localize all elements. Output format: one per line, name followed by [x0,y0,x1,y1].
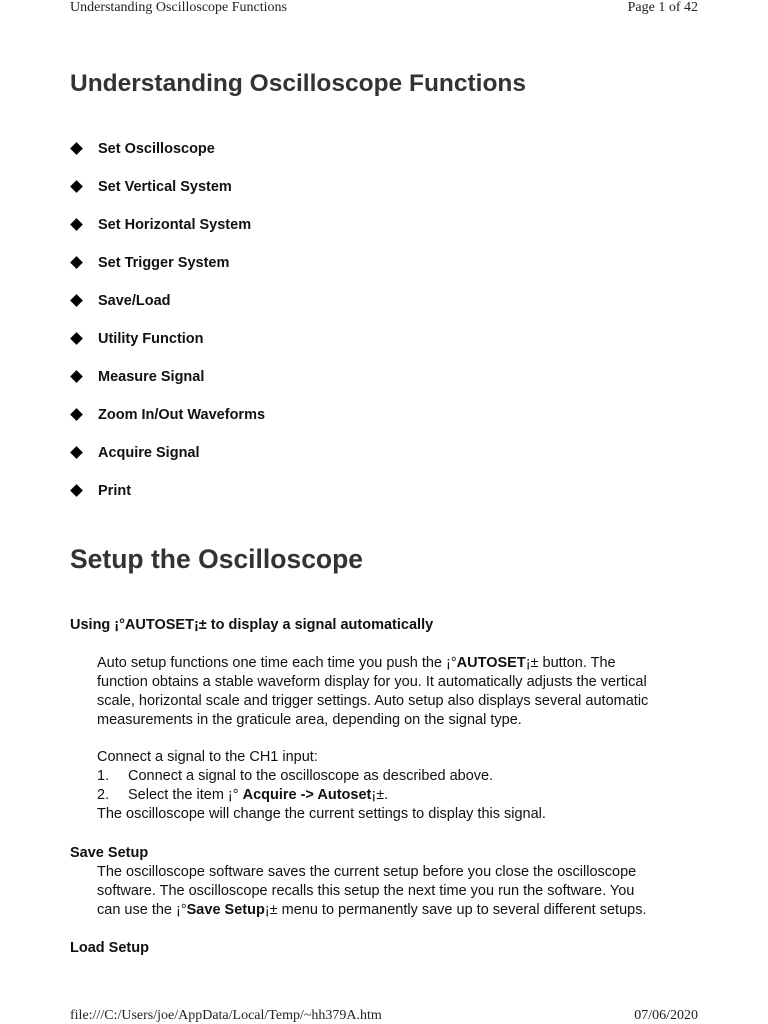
diamond-bullet-icon [70,256,83,269]
save-setup-description [97,863,707,920]
text-segment: ¡± button. The [525,655,616,671]
subheading-save-setup: Save Setup [70,845,149,861]
page-header [70,0,698,20]
topic-label: Acquire Signal [98,445,200,461]
topic-label: Set Oscilloscope [98,141,215,157]
text-segment: Auto setup functions one time each time you push the ¡° [97,655,457,671]
page-footer [70,1008,698,1024]
topic-label: Print [98,483,132,499]
diamond-bullet-icon [70,408,83,421]
topic-label: Zoom In/Out Waveforms [98,407,266,423]
diamond-bullet-icon [70,180,83,193]
step-text: Connect a signal to the oscilloscope as described above. [128,768,494,784]
connect-intro: Connect a signal to the CH1 input: [97,749,318,765]
text-line: The oscilloscope software saves the current setup before you close the oscilloscope [97,864,637,880]
footer-file-path: file:///C:/Users/joe/AppData/Local/Temp/~hh379A.htm [70,1008,382,1023]
diamond-bullet-icon [70,484,83,497]
topic-label: Save/Load [98,293,171,309]
topic-label: Set Horizontal System [98,217,252,233]
diamond-bullet-icon [70,332,83,345]
header-page-number: Page 1 of 42 [627,0,698,15]
topic-label: Set Vertical System [98,179,232,195]
step-1 [97,767,707,786]
footer-date: 07/06/2020 [634,1008,698,1023]
connect-instructions [97,748,707,824]
step-2 [97,786,707,805]
diamond-bullet-icon [70,218,83,231]
subheading-load-setup: Load Setup [70,940,149,956]
conclusion-text: The oscilloscope will change the current settings to display this signal. [97,806,546,822]
diamond-bullet-icon [70,370,83,383]
topic-label: Set Trigger System [98,255,230,271]
save-setup-keyword: Save Setup [186,902,265,918]
step-number: 2. [97,787,110,803]
diamond-bullet-icon [70,294,83,307]
text-line [97,654,707,673]
text-line [97,901,707,920]
section-heading-setup: Setup the Oscilloscope [70,544,364,574]
text-line: scale, horizontal scale and trigger settings. Auto setup also displays several automatic [97,693,649,709]
autoset-description [97,654,707,730]
topic-label: Measure Signal [98,369,205,385]
step-text: ¡±. [371,787,389,803]
topic-label: Utility Function [98,331,204,347]
page-title: Understanding Oscilloscope Functions [70,70,527,97]
text-line: measurements in the graticule area, depending on the signal type. [97,712,522,728]
diamond-bullet-icon [70,446,83,459]
step-text: Select the item ¡° [128,787,243,803]
text-line: software. The oscilloscope recalls this setup the next time you run the software. You [97,883,635,899]
text-segment: can use the ¡° [97,902,187,918]
subheading-autoset: Using ¡°AUTOSET¡± to display a signal automatically [70,617,434,633]
step-number: 1. [97,768,110,784]
text-segment: ¡± menu to permanently save up to several different setups. [264,902,647,918]
header-title: Understanding Oscilloscope Functions [70,0,287,15]
menu-path: Acquire -> Autoset [242,787,372,803]
text-line: function obtains a stable waveform display for you. It automatically adjusts the vertical [97,674,647,690]
autoset-keyword: AUTOSET [456,655,526,671]
diamond-bullet-icon [70,142,83,155]
